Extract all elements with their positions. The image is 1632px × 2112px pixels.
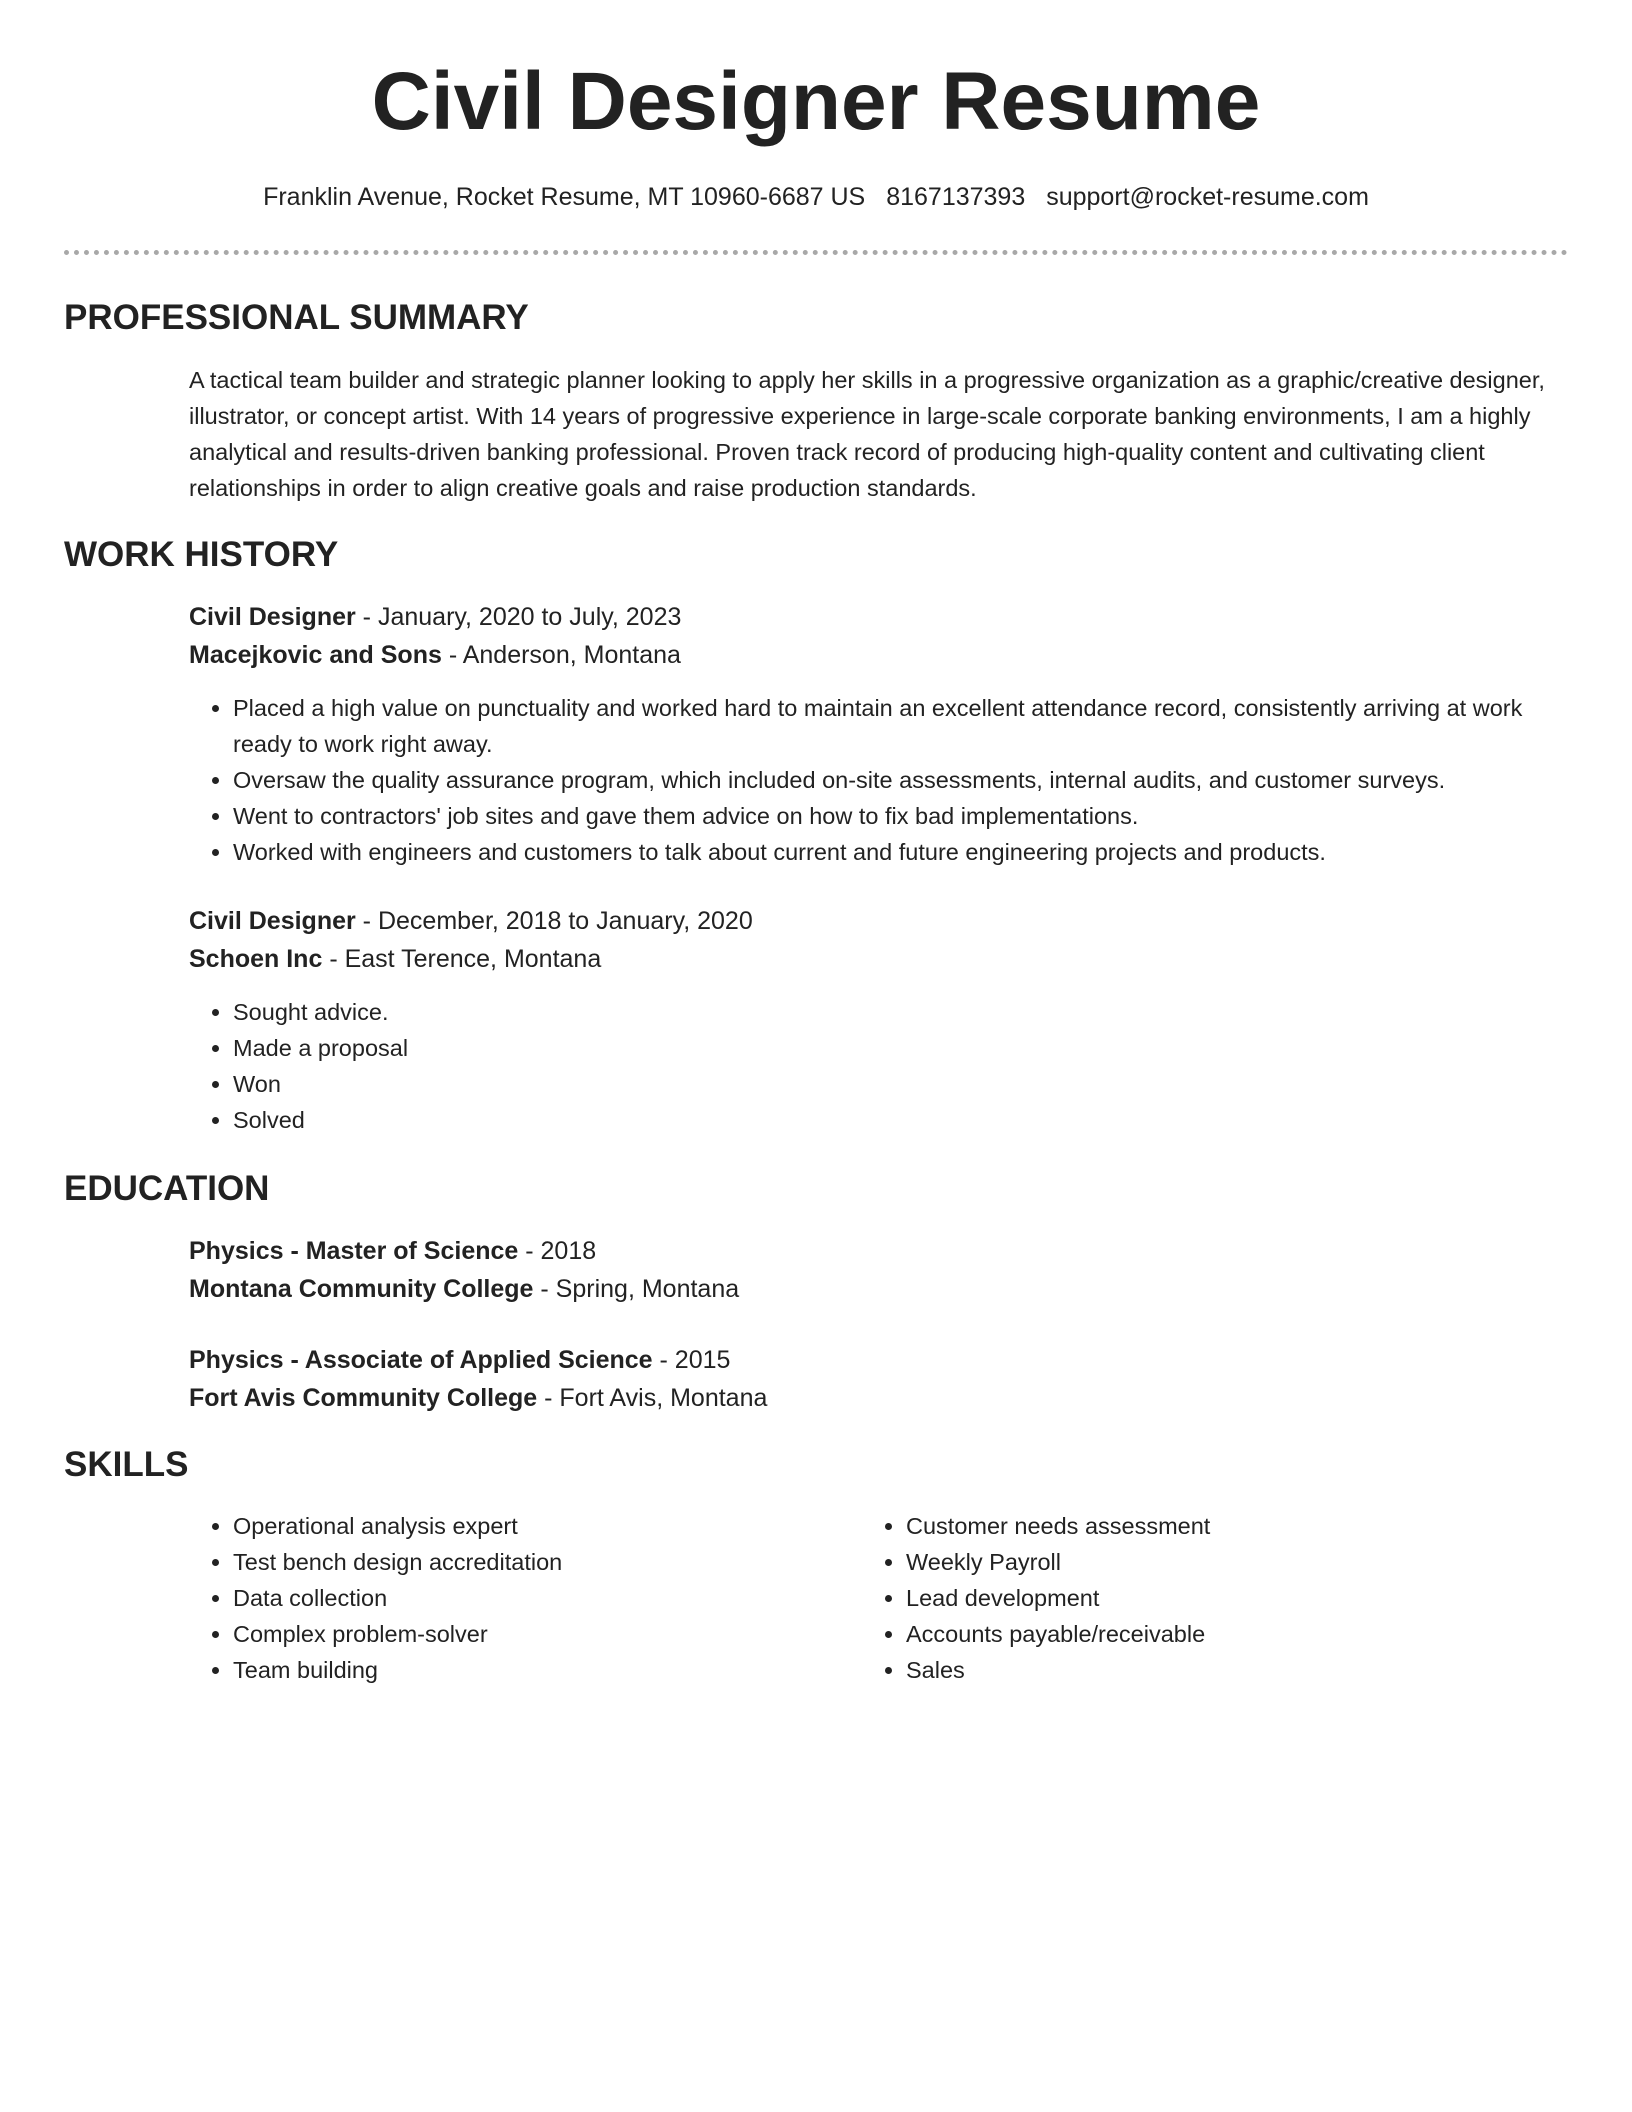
school: Montana Community College xyxy=(189,1275,534,1303)
skills-column-left xyxy=(189,1508,829,1688)
job-bullet: • Sought advice. xyxy=(233,994,1569,1030)
skill-item: • Test bench design accreditation xyxy=(233,1544,829,1580)
job-company-line xyxy=(189,636,1569,674)
school: Fort Avis Community College xyxy=(189,1384,538,1412)
header-divider xyxy=(64,250,1568,255)
contact-address: Franklin Avenue, Rocket Resume, MT 10960-6687 US xyxy=(263,183,866,211)
job-company-line xyxy=(189,940,1569,978)
skill-item: • Weekly Payroll xyxy=(906,1544,1502,1580)
job-title: Civil Designer xyxy=(189,603,356,631)
job-entry xyxy=(189,902,1569,1138)
job-bullet: • Placed a high value on punctuality and worked hard to maintain an excellent attendance record, consistently arriving at work ready to work right away. xyxy=(233,690,1569,762)
job-location: - Anderson, Montana xyxy=(441,641,681,669)
contact-email: support@rocket-resume.com xyxy=(1046,183,1369,211)
job-dates: - December, 2018 to January, 2020 xyxy=(355,907,753,935)
degree: Physics - Master of Science xyxy=(189,1237,519,1265)
degree-line xyxy=(189,1341,1569,1379)
degree-line xyxy=(189,1232,1569,1270)
job-company: Schoen Inc xyxy=(189,945,323,973)
skill-item: • Data collection xyxy=(233,1580,829,1616)
skill-item: • Team building xyxy=(233,1652,829,1688)
summary-heading: PROFESSIONAL SUMMARY xyxy=(64,298,529,337)
skills-heading: SKILLS xyxy=(64,1445,189,1484)
skill-item: • Lead development xyxy=(906,1580,1502,1616)
job-bullets xyxy=(189,994,1569,1138)
job-title-line xyxy=(189,902,1569,940)
school-location: - Spring, Montana xyxy=(533,1275,740,1303)
degree: Physics - Associate of Applied Science xyxy=(189,1346,653,1374)
skill-item: • Sales xyxy=(906,1652,1502,1688)
summary-section xyxy=(189,362,1569,506)
skill-item: • Customer needs assessment xyxy=(906,1508,1502,1544)
skill-item: • Operational analysis expert xyxy=(233,1508,829,1544)
contact-line xyxy=(0,180,1632,214)
education-entry xyxy=(189,1341,1569,1417)
job-dates: - January, 2020 to July, 2023 xyxy=(355,603,682,631)
job-bullets xyxy=(189,690,1569,870)
job-title-line xyxy=(189,598,1569,636)
job-bullet: • Won xyxy=(233,1066,1569,1102)
skill-item: • Accounts payable/receivable xyxy=(906,1616,1502,1652)
skills-list xyxy=(189,1508,829,1688)
job-location: - East Terence, Montana xyxy=(322,945,602,973)
job-title: Civil Designer xyxy=(189,907,356,935)
education-heading: EDUCATION xyxy=(64,1169,270,1208)
degree-year: - 2015 xyxy=(652,1346,731,1374)
contact-phone: 8167137393 xyxy=(886,183,1026,211)
education-entry xyxy=(189,1232,1569,1308)
skills-list xyxy=(862,1508,1502,1688)
skill-item: • Complex problem-solver xyxy=(233,1616,829,1652)
work-history-heading: WORK HISTORY xyxy=(64,535,339,574)
resume-title: Civil Designer Resume xyxy=(371,56,1261,147)
skills-column-right xyxy=(862,1508,1502,1688)
job-entry xyxy=(189,598,1569,870)
job-bullet: • Worked with engineers and customers to talk about current and future engineering projects and products. xyxy=(233,834,1569,870)
job-bullet: • Made a proposal xyxy=(233,1030,1569,1066)
job-bullet: • Solved xyxy=(233,1102,1569,1138)
summary-text: A tactical team builder and strategic planner looking to apply her skills in a progressive organization as a graphic/creative designer, illustrator, or concept artist. With 14 years of progressive experience in large-scale corporate banking environments, I am a highly analytical and results-driven banking professional. Proven track record of producing high-quality content and cultivating client relationships in order to align creative goals and raise production standards. xyxy=(189,367,1545,501)
degree-year: - 2018 xyxy=(518,1237,597,1265)
job-bullet: • Oversaw the quality assurance program, which included on-site assessments, internal audits, and customer surveys. xyxy=(233,762,1569,798)
job-company: Macejkovic and Sons xyxy=(189,641,442,669)
job-bullet: • Went to contractors' job sites and gave them advice on how to fix bad implementations. xyxy=(233,798,1569,834)
school-line xyxy=(189,1379,1569,1417)
school-location: - Fort Avis, Montana xyxy=(537,1384,768,1412)
school-line xyxy=(189,1270,1569,1308)
